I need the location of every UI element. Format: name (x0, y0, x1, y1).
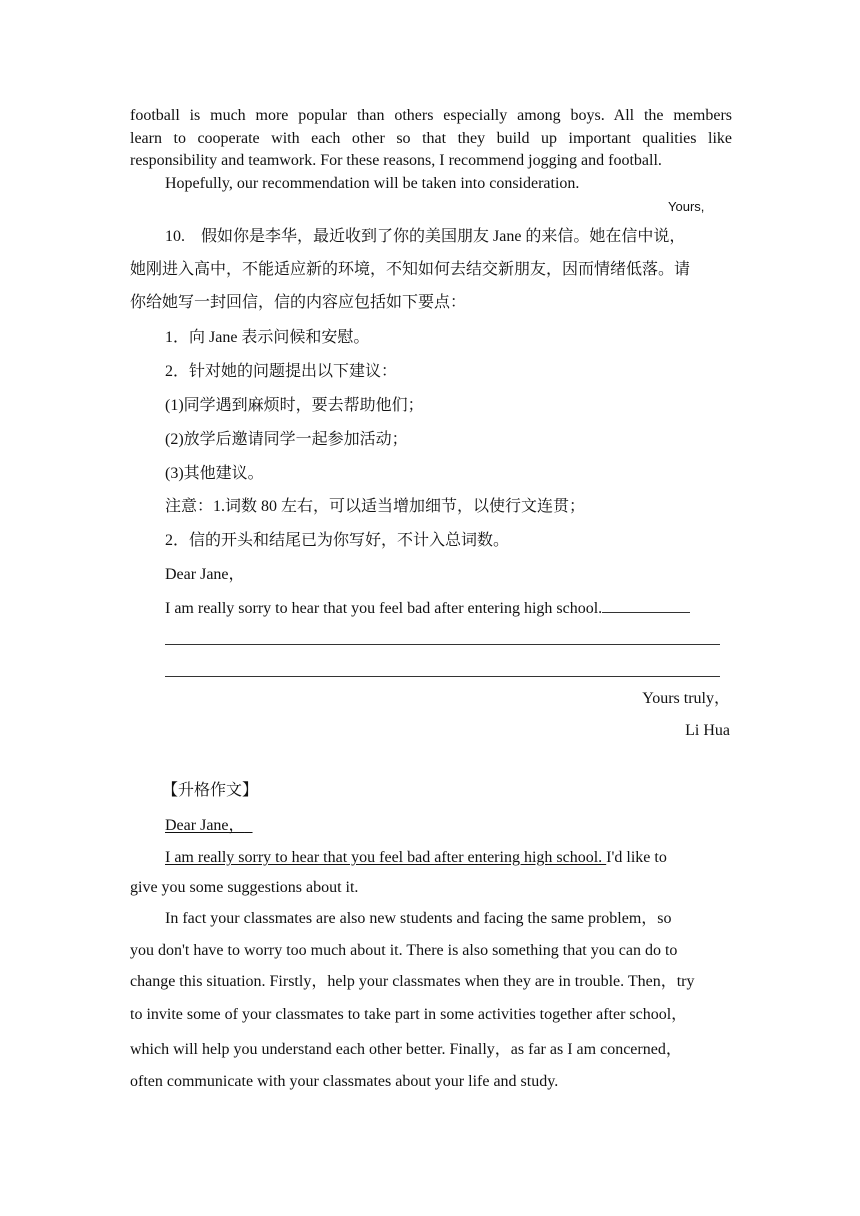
question-line-3: 你给她写一封回信，信的内容应包括如下要点： (130, 294, 467, 311)
letter-signature: Li Hua (685, 722, 730, 739)
letter-greeting: Dear Jane， (165, 566, 245, 583)
model-p2-line-5: which will help you understand each other better. Finally，as far as I am concerned， (130, 1041, 682, 1058)
intro-line-4: Hopefully, our recommendation will be taken into consideration. (165, 175, 580, 192)
sub-point-1: (1)同学遇到麻烦时，要去帮助他们； (165, 397, 424, 414)
model-p2-line-4: to invite some of your classmates to take part in some activities together after school， (130, 1006, 688, 1023)
letter-sign-off: Yours truly， (642, 690, 730, 707)
question-line-2: 她刚进入高中，不能适应新的环境，不知如何去结交新朋友，因而情绪低落。请 (130, 261, 691, 278)
model-p2-line-1: In fact your classmates are also new students and facing the same problem，so (165, 910, 672, 927)
point-1: 1．向 Jane 表示问候和安慰。 (165, 329, 370, 346)
intro-closing: Yours, (668, 199, 705, 214)
question-line-1: 10. 假如你是李华，最近收到了你的美国朋友 Jane 的来信。她在信中说， (165, 228, 686, 245)
model-p2-line-3: change this situation. Firstly，help your classmates when they are in trouble. Then，try (130, 973, 695, 990)
model-p2-line-2: you don't have to worry too much about it. There is also something that you can do to (130, 942, 678, 959)
model-opening-rest: I'd like to (606, 849, 667, 866)
intro-line-1: football is much more popular than others especially among boys. All the members (130, 107, 732, 124)
note-1: 注意：1.词数 80 左右，可以适当增加细节，以使行文连贯； (165, 498, 586, 515)
answer-line-1 (165, 644, 720, 645)
sub-point-3: (3)其他建议。 (165, 465, 264, 482)
intro-line-2: learn to cooperate with each other so that they build up important qualities like (130, 130, 732, 147)
model-p1-line-2: give you some suggestions about it. (130, 879, 359, 896)
model-opening-underlined: I am really sorry to hear that you feel bad after entering high school. (165, 849, 607, 866)
model-greeting (165, 815, 253, 837)
sub-point-2: (2)放学后邀请同学一起参加活动； (165, 431, 408, 448)
note-2: 2．信的开头和结尾已为你写好，不计入总词数。 (165, 532, 510, 549)
model-p2-line-6: often communicate with your classmates about your life and study. (130, 1073, 559, 1090)
letter-opening-text: I am really sorry to hear that you feel bad after entering high school. (165, 600, 603, 617)
model-greeting-text: Dear Jane， (165, 817, 245, 834)
intro-line-3: responsibility and teamwork. For these reasons, I recommend jogging and football. (130, 152, 662, 169)
model-p1-line-1 (165, 847, 667, 869)
answer-blank (602, 596, 690, 613)
model-heading: 【升格作文】 (162, 782, 259, 799)
answer-line-2 (165, 676, 720, 677)
point-2: 2．针对她的问题提出以下建议： (165, 363, 398, 380)
letter-opening (165, 596, 690, 620)
